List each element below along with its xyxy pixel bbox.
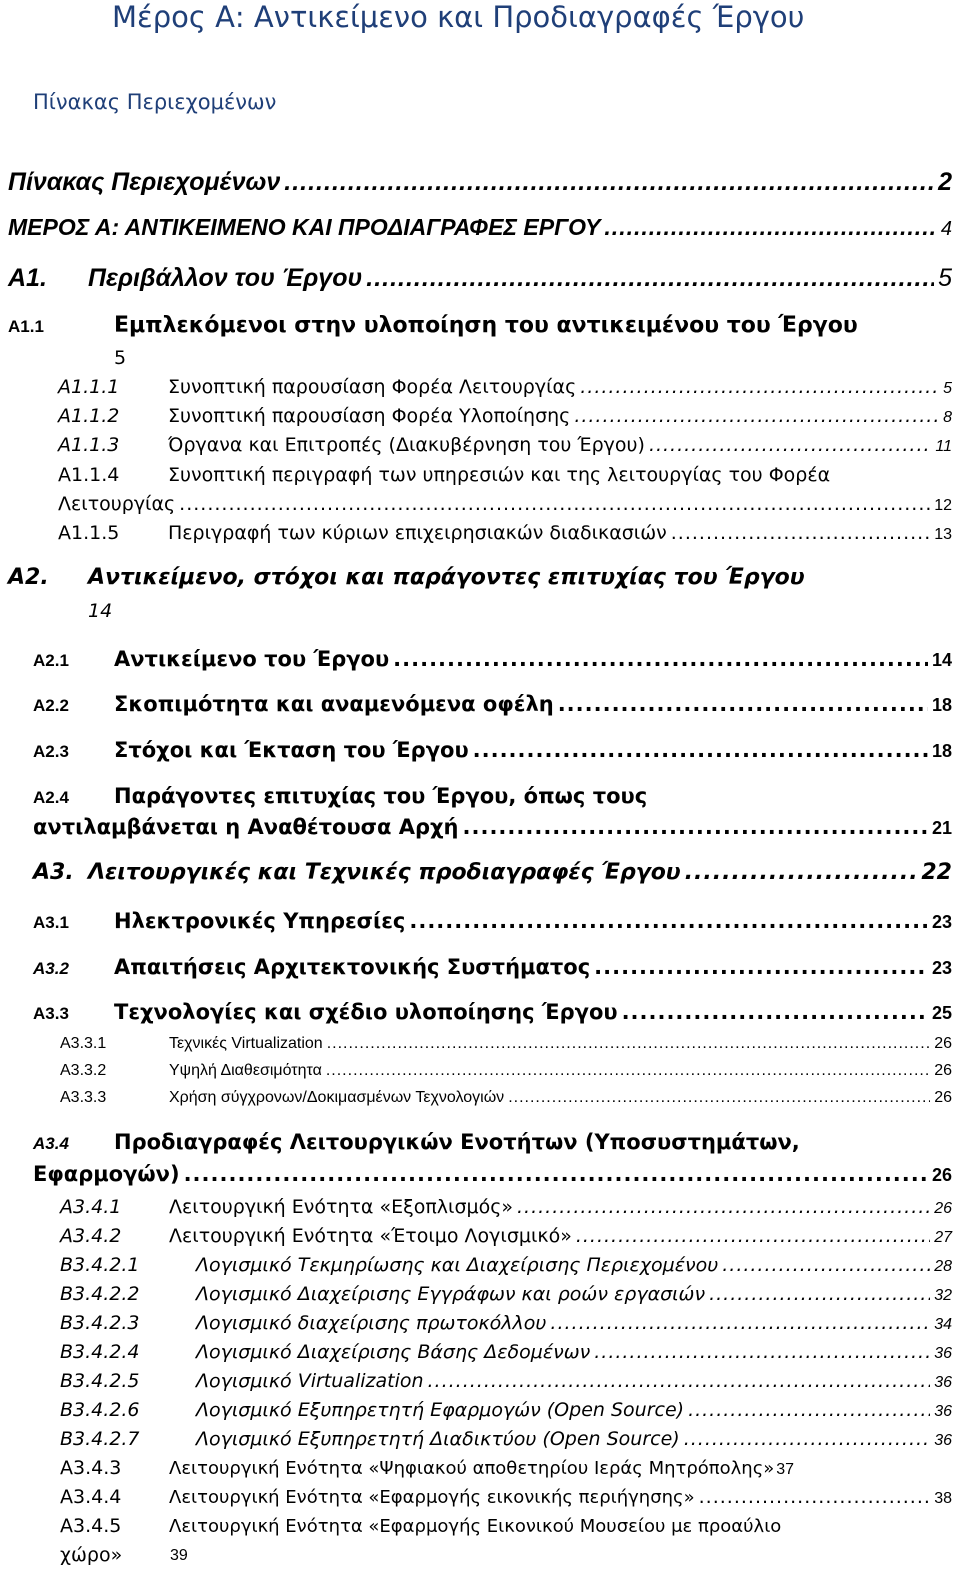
toc-entry[interactable] [0,264,960,293]
dot-leader [179,493,930,515]
toc-entry[interactable] [0,1457,960,1479]
entry-number: Β3.4.2.4 [60,1341,140,1363]
entry-number: Α1.1 [8,317,44,336]
dot-leader [366,264,934,293]
dot-leader [684,1428,931,1450]
entry-title: Απαιτήσεις Αρχιτεκτονικής Συστήματος [114,955,591,979]
toc-entry[interactable] [0,1399,960,1421]
entry-title: Αντικείμενο του Έργου [114,647,390,671]
entry-page: 5 [938,264,952,292]
entry-title: Λειτουργικές και Τεχνικές προδιαγραφές Έργου [88,860,681,885]
entry-title: Συνοπτική παρουσίαση Φορέα Λειτουργίας [168,376,577,398]
entry-page: 21 [931,818,952,838]
toc-entry[interactable] [0,1370,960,1392]
entry-number: Α2.3 [33,742,69,761]
entry-title: Στόχοι και Έκταση του Έργου [114,738,469,762]
toc-entry[interactable] [0,405,960,427]
entry-title: Προδιαγραφές Λειτουργικών Ενοτήτων (Υποσυστημάτων, [114,1130,800,1154]
entry-page: 14 [88,600,113,622]
entry-number: Α1.1.2 [58,405,120,427]
entry-number: Β3.4.2.7 [60,1428,140,1450]
toc-entry[interactable] [0,1428,960,1450]
entry-number: Α2.2 [33,696,69,715]
toc-entry[interactable] [0,955,960,979]
entry-page: 26 [934,1062,952,1079]
dot-leader [604,214,936,241]
toc-entry[interactable] [0,214,960,241]
entry-page: 13 [934,526,952,543]
entry-number: Α1.1.1 [58,376,120,398]
toc-entry[interactable] [0,1062,960,1080]
dot-leader [580,376,939,398]
entry-number: Α3.4.1 [60,1196,122,1218]
toc-entry[interactable] [0,1000,960,1024]
entry-page: 34 [934,1316,952,1333]
toc-entry[interactable] [0,647,960,671]
entry-title: Σκοπιμότητα και αναμενόμενα οφέλη [114,692,554,716]
entry-number: Α3.4.3 [60,1457,122,1479]
entry-page: 23 [931,958,952,978]
entry-title: Εμπλεκόμενοι στην υλοποίηση του αντικειμένου του Έργου [114,313,858,338]
dot-leader [574,405,939,427]
entry-number: Α2.1 [33,651,69,670]
entry-number: Β3.4.2.1 [60,1254,140,1276]
entry-number: Α3.4.4 [60,1486,122,1508]
entry-title: Περιβάλλον του Έργου [88,264,363,292]
toc-entry[interactable] [0,1283,960,1305]
entry-title: Λειτουργική Ενότητα «Εξοπλισμός» [169,1196,513,1218]
dot-leader [184,1162,928,1186]
entry-title: Όργανα και Επιτροπές (Διακυβέρνηση του Έργου) [168,434,645,456]
entry-number: Α3.1 [33,913,69,932]
dot-leader [558,692,928,716]
toc-entry[interactable] [0,1486,960,1508]
toc-entry[interactable] [0,1312,960,1334]
dot-leader [688,1399,930,1421]
toc-entry[interactable] [0,1089,960,1107]
dot-leader [284,168,934,197]
toc-entry[interactable] [0,784,960,808]
dot-leader [473,738,928,762]
entry-title: Λογισμικό διαχείρισης πρωτοκόλλου [196,1312,547,1334]
dot-leader [709,1283,930,1305]
entry-title: Πίνακας Περιεχομένων [8,168,281,196]
entry-number: Α3.3.3 [60,1089,107,1106]
toc-entry-cont[interactable] [0,1162,960,1186]
entry-page: 26 [934,1200,952,1217]
toc-entry[interactable] [0,692,960,716]
entry-page: 2 [938,168,952,196]
entry-page: 12 [934,497,952,514]
entry-page: 28 [934,1258,952,1275]
toc-entry[interactable] [0,565,960,590]
entry-page: 36 [934,1403,952,1420]
entry-page: 26 [934,1035,952,1052]
dot-leader [671,522,930,544]
entry-number: Β3.4.2.6 [60,1399,140,1421]
toc-entry[interactable] [0,738,960,762]
entry-number: Α3.2 [33,959,69,978]
toc-entry[interactable] [0,376,960,398]
entry-number: Α3.4.5 [60,1515,122,1537]
entry-page: 38 [934,1490,952,1507]
dot-leader [685,860,918,885]
entry-title: Παράγοντες επιτυχίας του Έργου, όπως τους [114,784,648,808]
toc-entry-cont[interactable] [0,493,960,515]
entry-page: 36 [934,1345,952,1362]
entry-title: Χρήση σύγχρονων/Δοκιμασμένων Τεχνολογιών [169,1089,505,1106]
entry-title: Λογισμικό Εξυπηρετητή Εφαρμογών (Open Source) [196,1399,685,1421]
page-title: Μέρος Α: Αντικείμενο και Προδιαγραφές Έργου [112,0,805,34]
entry-title: Λειτουργική Ενότητα «Εφαρμογής Εικονικού Μουσείου με προαύλιο [169,1516,782,1537]
entry-title: Τεχνικές Virtualization [169,1035,323,1052]
entry-number: Α1. [8,264,47,292]
entry-title: Λογισμικό Διαχείρισης Εγγράφων και ροών εργασιών [196,1283,706,1305]
dot-leader [722,1254,930,1276]
entry-title: Λειτουργική Ενότητα «Εφαρμογής εικονικής περιήγησης» [169,1487,695,1508]
entry-number: Α3.3.1 [60,1035,107,1052]
entry-page: 22 [921,860,952,885]
entry-page: 39 [170,1547,188,1564]
dot-leader [409,909,928,933]
entry-title: Λογισμικό Τεκμηρίωσης και Διαχείρισης Περιεχομένου [196,1254,719,1276]
entry-number: Α3.4 [33,1134,69,1153]
entry-page: 23 [931,912,952,932]
entry-title: Λογισμικό Εξυπηρετητή Διαδικτύου (Open Source) [196,1428,680,1450]
entry-page: 5 [943,380,952,397]
entry-page: 27 [934,1229,952,1246]
entry-title-cont: χώρο» [60,1544,123,1566]
entry-page: 36 [934,1432,952,1449]
entry-page: 18 [931,695,952,715]
entry-page: 26 [931,1165,952,1185]
entry-title: Συνοπτική περιγραφή των υπηρεσιών και της λειτουργίας του Φορέα [168,464,831,486]
entry-number: Α3.4.2 [60,1225,122,1247]
dot-leader [508,1089,930,1107]
entry-number: Α2. [8,565,49,590]
dot-leader [594,1341,930,1363]
dot-leader [622,1000,928,1024]
entry-number: Α3.3 [33,1004,69,1023]
toc-entry[interactable] [0,1515,960,1537]
toc-entry[interactable] [0,168,960,197]
dot-leader [649,434,931,456]
toc-entry[interactable] [0,1341,960,1363]
entry-page: 36 [934,1374,952,1391]
dot-leader [326,1062,930,1080]
toc-entry[interactable] [0,464,960,486]
entry-title: Λογισμικό Διαχείρισης Βάσης Δεδομένων [196,1341,591,1363]
entry-number: Β3.4.2.2 [60,1283,140,1305]
entry-page: 8 [943,409,952,426]
dot-leader [576,1225,930,1247]
dot-leader [517,1196,930,1218]
entry-page: 25 [931,1003,952,1023]
entry-page: 5 [114,347,127,369]
entry-title: Τεχνολογίες και σχέδιο υλοποίησης Έργου [114,1000,618,1024]
entry-number: Α1.1.4 [58,464,120,486]
toc-entry[interactable] [0,1225,960,1247]
entry-number: Α3. [33,860,74,885]
dot-leader [393,647,928,671]
toc-entry[interactable] [0,1254,960,1276]
entry-number: Α2.4 [33,788,69,807]
entry-page: 14 [931,650,952,670]
dot-leader [699,1486,931,1508]
entry-number: Α3.3.2 [60,1062,107,1079]
entry-title: Αντικείμενο, στόχοι και παράγοντες επιτυχίας του Έργου [88,565,805,590]
entry-number: Α1.1.3 [58,434,120,456]
dot-leader [594,955,928,979]
toc-entry[interactable] [0,1196,960,1218]
dot-leader [550,1312,930,1334]
toc-entry[interactable] [0,909,960,933]
toc-entry[interactable] [0,1130,960,1154]
entry-page: 32 [934,1287,952,1304]
entry-title-cont: Εφαρμογών) [33,1162,180,1186]
entry-number: Β3.4.2.3 [60,1312,140,1334]
dot-leader [428,1370,931,1392]
entry-title: Λειτουργική Ενότητα «Ψηφιακού αποθετηρίου Ιεράς Μητρόπολης» [169,1458,775,1479]
toc-entry[interactable] [0,313,960,338]
entry-title: Υψηλή Διαθεσιμότητα [169,1062,322,1079]
entry-title: Συνοπτική παρουσίαση Φορέα Υλοποίησης [168,405,571,427]
dot-leader [463,815,928,839]
entry-page: 37 [776,1461,795,1478]
entry-number: Β3.4.2.5 [60,1370,140,1392]
dot-leader [327,1035,931,1053]
entry-title: Λειτουργική Ενότητα «Έτοιμο Λογισμικό» [169,1225,572,1247]
toc-entry[interactable] [0,1035,960,1053]
entry-page: 26 [934,1089,952,1106]
toc-entry[interactable] [0,434,960,456]
entry-title-cont: Λειτουργίας [58,493,176,515]
toc-entry[interactable] [0,522,960,544]
entry-page: 18 [931,741,952,761]
entry-page: 4 [940,218,952,240]
toc-entry-cont[interactable] [0,815,960,839]
toc-entry[interactable] [0,860,960,885]
entry-title: Λογισμικό Virtualization [196,1370,424,1392]
entry-title-cont: αντιλαμβάνεται η Αναθέτουσα Αρχή [33,815,459,839]
toc-heading: Πίνακας Περιεχομένων [33,90,277,114]
entry-title: Ηλεκτρονικές Υπηρεσίες [114,909,406,933]
entry-number: Α1.1.5 [58,522,120,544]
entry-page: 11 [935,438,952,455]
entry-title: ΜΕΡΟΣ Α: ΑΝΤΙΚΕΙΜΕΝΟ ΚΑΙ ΠΡΟΔΙΑΓΡΑΦΕΣ ΕΡΓΟΥ [8,214,601,240]
entry-title: Περιγραφή των κύριων επιχειρησιακών διαδικασιών [168,522,667,544]
